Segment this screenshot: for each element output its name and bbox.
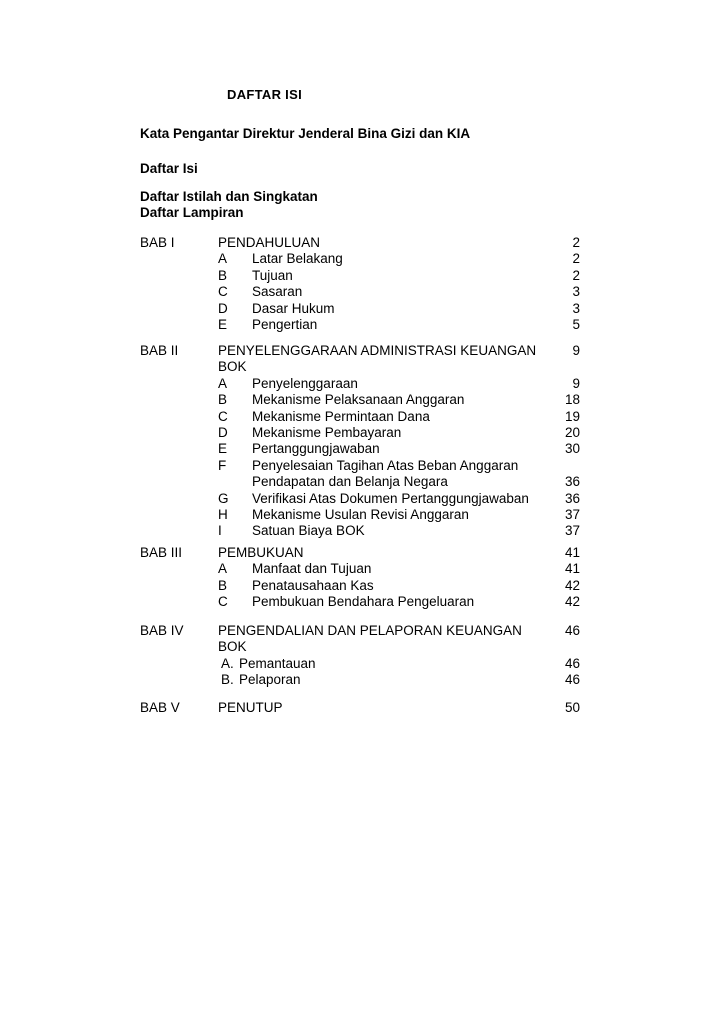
section-row <box>140 561 580 577</box>
front-matter-daftar-isi: Daftar Isi <box>140 161 198 176</box>
section-letter: G <box>218 490 229 506</box>
section-row <box>140 523 580 539</box>
section-row <box>140 458 580 474</box>
page-title: DAFTAR ISI <box>227 87 302 102</box>
section-letter: D <box>218 424 228 440</box>
chapter-heading-row <box>140 343 580 359</box>
section-row <box>140 425 580 441</box>
section-title: Mekanisme Permintaan Dana <box>252 408 430 424</box>
section-letter: A <box>218 375 228 391</box>
section-title: Penyelenggaraan <box>252 375 358 391</box>
section-row <box>140 491 580 507</box>
section-title: Pengertian <box>252 316 318 332</box>
section-row <box>140 594 580 610</box>
section-row <box>140 409 580 425</box>
front-matter-kata-pengantar: Kata Pengantar Direktur Jenderal Bina Gizi dan KIA <box>140 126 471 141</box>
chapter-title: PENUTUP <box>218 700 283 715</box>
chapter-number: BAB I <box>140 235 175 250</box>
section-title: Penyelesaian Tagihan Atas Beban Anggaran <box>252 457 519 473</box>
chapter-title: PENYELENGGARAAN ADMINISTRASI KEUANGAN <box>218 343 537 358</box>
section-page: 2 <box>572 251 580 267</box>
section-page: 46 <box>564 655 580 671</box>
chapter-number: BAB II <box>140 343 179 358</box>
section-page: 9 <box>572 375 580 391</box>
section-letter: A. <box>221 655 234 671</box>
chapter-title-continuation: BOK <box>218 639 247 655</box>
section-title: Penatausahaan Kas <box>252 577 374 593</box>
chapter-bab-4 <box>140 623 580 689</box>
section-row <box>140 268 580 284</box>
section-title: Mekanisme Pembayaran <box>252 424 402 440</box>
section-title: Tujuan <box>252 267 293 283</box>
chapter-number: BAB III <box>140 545 183 560</box>
section-page: 19 <box>564 408 580 424</box>
section-page: 20 <box>564 424 580 440</box>
chapter-title: PEMBUKUAN <box>218 545 304 560</box>
section-row <box>140 251 580 267</box>
section-letter: C <box>218 284 228 300</box>
chapter-title-continuation-row <box>140 359 580 375</box>
section-page: 36 <box>564 490 580 506</box>
chapter-page: 9 <box>572 343 580 358</box>
section-page: 41 <box>564 561 580 577</box>
section-page: 5 <box>572 316 580 332</box>
chapter-heading-row <box>140 623 580 639</box>
section-title: Pembukuan Bendahara Pengeluaran <box>252 594 475 610</box>
section-title: Latar Belakang <box>252 251 343 267</box>
chapter-bab-3 <box>140 545 580 611</box>
section-letter: C <box>218 408 228 424</box>
section-row <box>140 656 580 672</box>
section-page: 37 <box>564 506 580 522</box>
section-row <box>140 376 580 392</box>
section-letter: A <box>218 251 228 267</box>
section-title: Pelaporan <box>239 672 301 688</box>
section-row <box>140 392 580 408</box>
section-page: 18 <box>564 392 580 408</box>
front-matter-daftar-lampiran: Daftar Lampiran <box>140 205 244 220</box>
section-letter: C <box>218 594 228 610</box>
section-row <box>140 672 580 688</box>
section-title: Manfaat dan Tujuan <box>252 561 372 577</box>
section-letter: D <box>218 300 228 316</box>
section-letter: B <box>218 577 228 593</box>
section-title: Verifikasi Atas Dokumen Pertanggungjawaban <box>252 490 529 506</box>
section-letter: H <box>218 506 228 522</box>
chapter-bab-1 <box>140 235 580 333</box>
section-letter: B. <box>221 672 234 688</box>
section-row <box>140 578 580 594</box>
front-matter-daftar-istilah: Daftar Istilah dan Singkatan <box>140 189 318 204</box>
section-continuation-row <box>140 474 580 490</box>
section-page: 46 <box>564 672 580 688</box>
chapter-heading-row <box>140 235 580 251</box>
section-page: 42 <box>564 577 580 593</box>
chapter-page: 41 <box>564 545 580 560</box>
chapter-title: PENGENDALIAN DAN PELAPORAN KEUANGAN <box>218 623 522 638</box>
chapter-number: BAB IV <box>140 623 184 638</box>
section-title: Sasaran <box>252 284 303 300</box>
chapter-title-continuation: BOK <box>218 359 247 375</box>
section-title: Satuan Biaya BOK <box>252 523 365 539</box>
section-letter: I <box>218 523 222 539</box>
chapter-page: 46 <box>564 623 580 638</box>
chapter-title-continuation-row <box>140 639 580 655</box>
section-letter: F <box>218 457 227 473</box>
section-letter: E <box>218 316 228 332</box>
section-row <box>140 317 580 333</box>
chapter-bab-5 <box>140 700 580 716</box>
section-row <box>140 441 580 457</box>
section-page: 36 <box>564 474 580 490</box>
section-title-continuation: Pendapatan dan Belanja Negara <box>252 474 448 490</box>
section-title: Mekanisme Pelaksanaan Anggaran <box>252 392 465 408</box>
chapter-title: PENDAHULUAN <box>218 235 321 250</box>
section-title: Mekanisme Usulan Revisi Anggaran <box>252 506 469 522</box>
section-page: 37 <box>564 523 580 539</box>
section-page: 3 <box>572 284 580 300</box>
section-page: 3 <box>572 300 580 316</box>
section-row <box>140 507 580 523</box>
chapter-bab-2 <box>140 343 580 540</box>
section-row <box>140 284 580 300</box>
chapter-heading-row <box>140 545 580 561</box>
section-letter: A <box>218 561 228 577</box>
section-page: 2 <box>572 267 580 283</box>
section-row <box>140 301 580 317</box>
section-title: Pertanggungjawaban <box>252 441 380 457</box>
section-page: 42 <box>564 594 580 610</box>
section-title: Dasar Hukum <box>252 300 335 316</box>
section-letter: E <box>218 441 228 457</box>
section-letter: B <box>218 267 228 283</box>
chapter-page: 2 <box>572 235 580 250</box>
section-page: 30 <box>564 441 580 457</box>
chapter-page: 50 <box>564 700 580 715</box>
section-letter: B <box>218 392 228 408</box>
chapter-number: BAB V <box>140 700 180 715</box>
chapter-heading-row <box>140 700 580 716</box>
section-title: Pemantauan <box>239 655 316 671</box>
